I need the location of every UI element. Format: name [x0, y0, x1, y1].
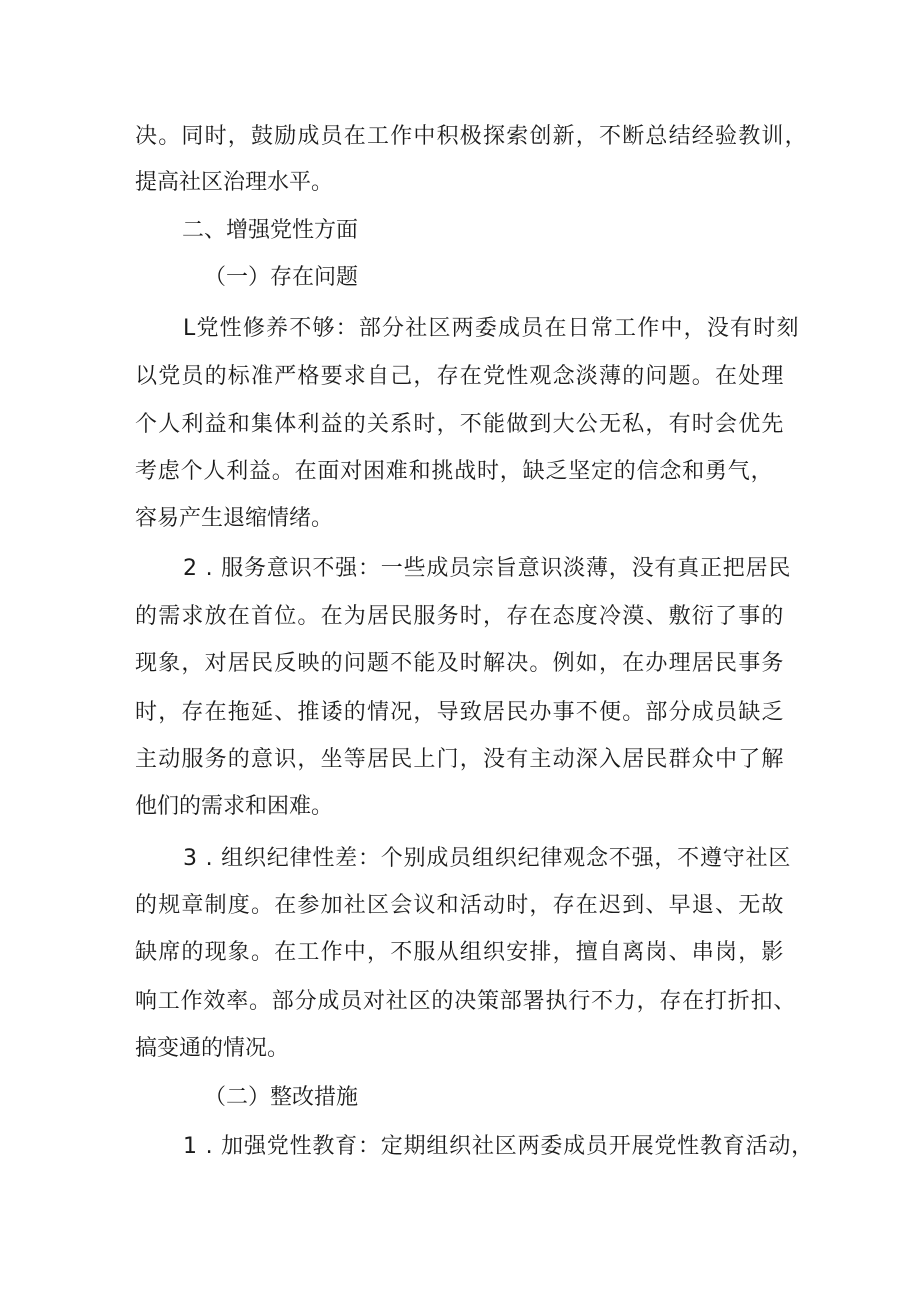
- text-line-9: 容易产生退缩情绪。: [135, 506, 334, 531]
- text-line-18: 缺席的现象。在工作中，不服从组织安排，擅自离岗、串岗，影: [135, 940, 785, 965]
- text-line-12: 现象，对居民反映的问题不能及时解决。例如，在办理居民事务: [135, 651, 785, 676]
- text-line-6: 以党员的标准严格要求自己，存在党性观念淡薄的问题。在处理: [135, 364, 785, 389]
- text-line-11: 的需求放在首位。在为居民服务时，存在态度冷漠、敷衍了事的: [135, 604, 785, 629]
- text-line-20: 搞变通的情况。: [135, 1036, 290, 1061]
- text-line-17: 的规章制度。在参加社区会议和活动时，存在迟到、早退、无故: [135, 893, 785, 918]
- section-heading-2: 二、增强党性方面: [182, 218, 359, 243]
- subsection-heading-measures: （二）整改措施: [204, 1085, 359, 1110]
- text-line-13: 时，存在拖延、推诿的情况，导致居民办事不便。部分成员缺乏: [135, 700, 785, 725]
- text-line-15: 他们的需求和困难。: [135, 794, 334, 819]
- subsection-heading-problems: （一）存在问题: [204, 265, 359, 290]
- text-line-8: 考虑个人利益。在面对困难和挑战时，缺乏坚定的信念和勇气，: [135, 459, 774, 484]
- text-line-7: 个人利益和集体利益的关系时，不能做到大公无私，有时会优先: [135, 412, 785, 437]
- text-line-16: 3 . 组织纪律性差：个别成员组织纪律观念不强，不遵守社区: [183, 846, 792, 871]
- text-line-19: 响工作效率。部分成员对社区的决策部署执行不力，存在打折扣、: [135, 989, 797, 1014]
- text-line-1: 决。同时，鼓励成员在工作中积极探索创新，不断总结经验教训，: [135, 124, 808, 149]
- text-line-14: 主动服务的意识，坐等居民上门，没有主动深入居民群众中了解: [135, 747, 785, 772]
- text-line-22: 1 . 加强党性教育：定期组织社区两委成员开展党性教育活动，: [183, 1134, 814, 1159]
- text-line-10: 2 . 服务意识不强：一些成员宗旨意识淡薄，没有真正把居民: [183, 556, 792, 581]
- text-line-2: 提高社区治理水平。: [135, 170, 334, 195]
- text-line-5: L党性修养不够：部分社区两委成员在日常工作中，没有时刻: [183, 316, 800, 341]
